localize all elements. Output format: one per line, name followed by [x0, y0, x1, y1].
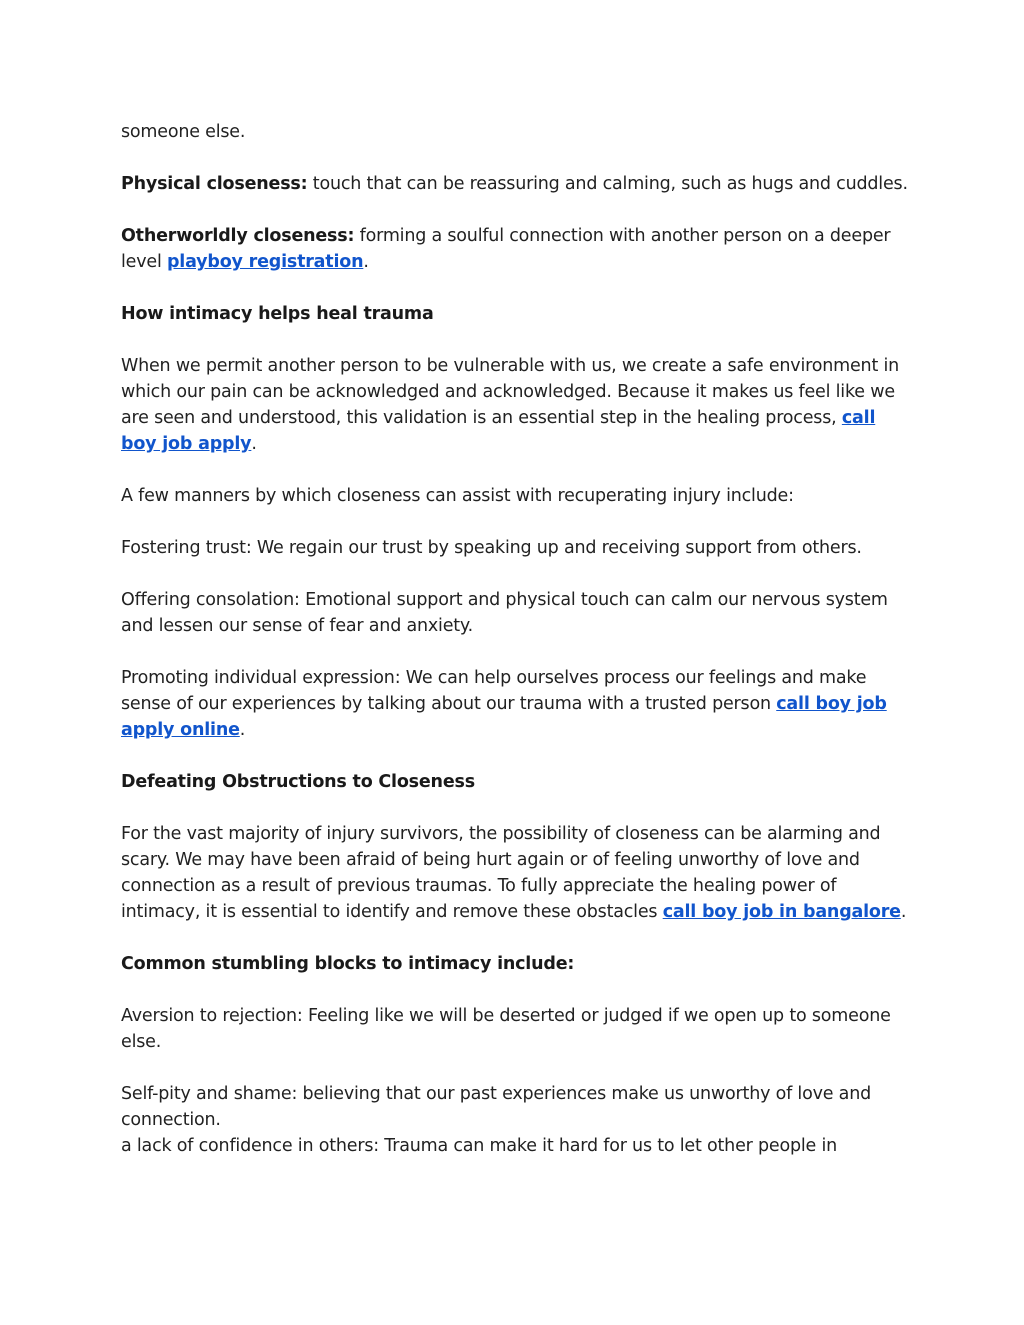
paragraph-lack-of-confidence: [121, 1133, 911, 1159]
paragraph-text: touch that can be reassuring and calming, such as hugs and cuddles.: [307, 174, 908, 194]
heading-defeating-obstructions: [121, 769, 911, 795]
section-heading: Common stumbling blocks to intimacy include:: [121, 954, 575, 974]
paragraph-physical-closeness: [121, 171, 911, 197]
paragraph-text: someone else.: [121, 122, 246, 142]
heading-stumbling-blocks: [121, 951, 911, 977]
paragraph-text: Fostering trust: We regain our trust by speaking up and receiving support from others.: [121, 538, 862, 558]
paragraph-text: For the vast majority of injury survivors, the possibility of closeness can be alarming and scary. We may have been afraid of being hurt again or of feeling unworthy of love and connection as a result of previous traumas. To fully appreciate the healing power of intimacy, it is essential to identify and remove these obstacles: [121, 824, 881, 922]
link-call-boy-job-apply-online[interactable]: call boy job apply online: [121, 694, 887, 740]
punctuation: .: [251, 434, 257, 454]
paragraph-text: Aversion to rejection: Feeling like we will be deserted or judged if we open up to someone else.: [121, 1006, 891, 1052]
paragraph-text: A few manners by which closeness can assist with recuperating injury include:: [121, 486, 794, 506]
paragraph-text: Promoting individual expression: We can help ourselves process our feelings and make sense of our experiences by talking about our trauma with a trusted person: [121, 668, 867, 714]
paragraph-manners: [121, 483, 911, 509]
section-heading: How intimacy helps heal trauma: [121, 304, 434, 324]
document-body: [121, 119, 911, 1159]
paragraph-offering-consolation: [121, 587, 911, 639]
paragraph-aversion-rejection: [121, 1003, 911, 1055]
paragraph-individual-expression: [121, 665, 911, 743]
paragraph-text: a lack of confidence in others: Trauma can make it hard for us to let other people in: [121, 1136, 838, 1156]
punctuation: .: [363, 252, 369, 272]
link-call-boy-job-apply[interactable]: call boy job apply: [121, 408, 876, 454]
paragraph-text: Offering consolation: Emotional support and physical touch can calm our nervous system and lessen our sense of fear and anxiety.: [121, 590, 888, 636]
paragraph-continued: [121, 119, 911, 145]
paragraph-survivors: [121, 821, 911, 925]
term-label: Otherworldly closeness:: [121, 226, 355, 246]
punctuation: .: [239, 720, 246, 740]
term-label: Physical closeness:: [121, 174, 308, 194]
paragraph-fostering-trust: [121, 535, 911, 561]
paragraph-text: When we permit another person to be vulnerable with us, we create a safe environment in which our pain can be acknowledged and acknowledged. Because it makes us feel like we are seen and understood, this validation is an essential step in the healing process,: [121, 356, 900, 428]
paragraph-self-pity-shame: [121, 1081, 911, 1133]
paragraph-text: Self-pity and shame: believing that our past experiences make us unworthy of love and connection.: [121, 1084, 872, 1130]
paragraph-otherworldly-closeness: [121, 223, 911, 275]
link-playboy-registration[interactable]: playboy registration: [166, 252, 364, 272]
punctuation: .: [900, 902, 907, 922]
section-heading: Defeating Obstructions to Closeness: [121, 772, 475, 792]
paragraph-vulnerable: [121, 353, 911, 457]
heading-heal-trauma: [121, 301, 911, 327]
link-call-boy-job-in-bangalore[interactable]: call boy job in bangalore: [662, 902, 901, 922]
paragraph-text: forming a soulful connection with another person on a deeper level: [121, 226, 891, 272]
